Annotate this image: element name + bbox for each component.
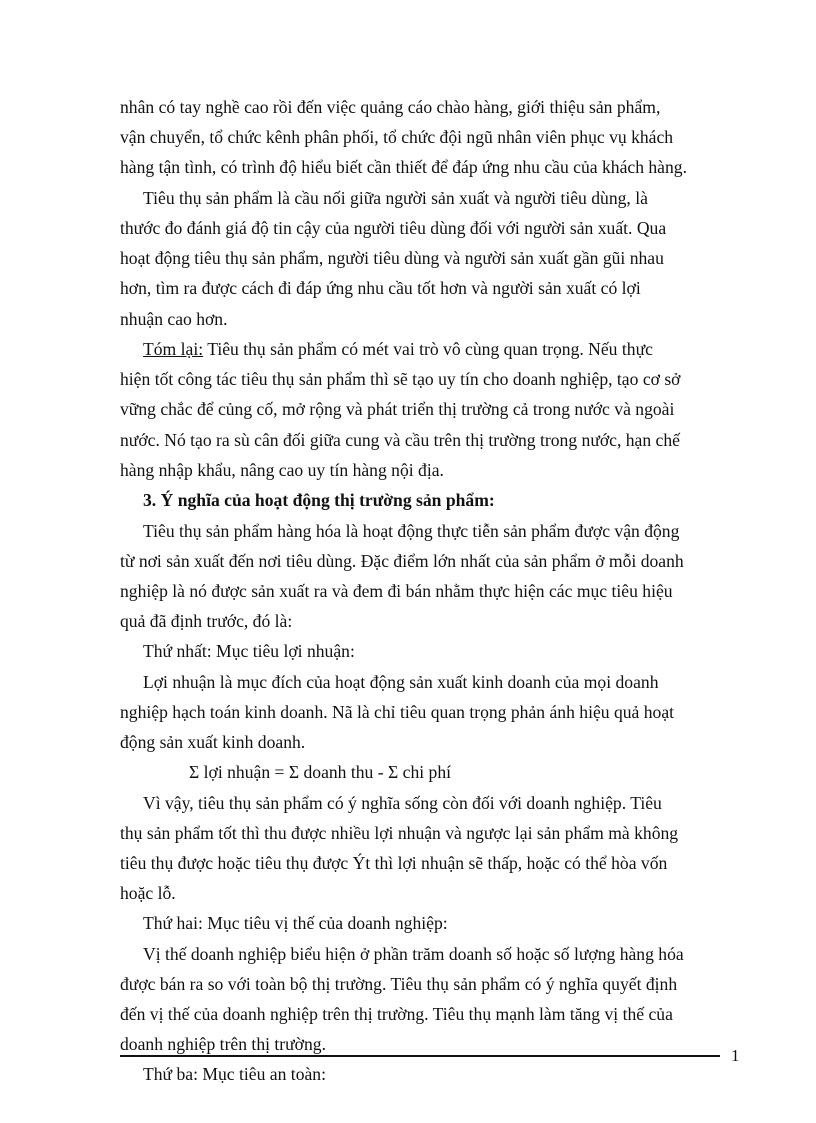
text-line: tiêu thụ được hoặc tiêu thụ được Ýt thì lợi nhuận sẽ thấp, hoặc có thể hòa vốn (120, 853, 668, 874)
section-heading: 3. Ý nghĩa của hoạt động thị trường sản phẩm: (143, 490, 495, 511)
text-line: Thứ ba: Mục tiêu an toàn: (143, 1064, 326, 1085)
section-heading-3 (120, 485, 745, 515)
text-line (120, 334, 745, 364)
text-line: từ nơi sản xuất đến nơi tiêu dùng. Đặc điểm lớn nhất của sản phẩm ở mỗi doanh (120, 550, 684, 571)
text-line: hiện tốt công tác tiêu thụ sản phẩm thì sẽ tạo uy tín cho doanh nghiệp, tạo cơ sở (120, 369, 681, 390)
text-line: hàng tận tình, có trình độ hiểu biết cần thiết để đáp ứng nhu cầu của khách hàng. (120, 157, 687, 178)
text-line: nghiệp hạch toán kinh doanh. Nã là chỉ tiêu quan trọng phản ánh hiệu quả hoạt (120, 701, 675, 722)
text-line: nhuận cao hơn. (120, 308, 228, 329)
text-line: hàng nhập khẩu, nâng cao uy tín hàng nội địa. (120, 459, 444, 480)
paragraph-meaning (120, 516, 745, 788)
text-line: nước. Nó tạo ra sù cân đối giữa cung và cầu trên thị trường trong nước, hạn chế (120, 429, 680, 450)
text-line: Lợi nhuận là mục đích của hoạt động sản xuất kinh doanh của mọi doanh (143, 671, 659, 692)
text-line: Vì vậy, tiêu thụ sản phẩm có ý nghĩa sống còn đối với doanh nghiệp. Tiêu (143, 792, 662, 813)
text-line: hoặc lỗ. (120, 883, 176, 904)
text-line: vận chuyển, tổ chức kênh phân phối, tổ chức đội ngũ nhân viên phục vụ khách (120, 127, 674, 148)
text-line: nghiệp là nó được sản xuất ra và đem đi bán nhằm thực hiện các mục tiêu hiệu (120, 581, 673, 601)
summary-text: Tiêu thụ sản phẩm có mét vai trò vô cùng quan trọng. Nếu thực (203, 339, 653, 359)
page-number: 1 (731, 1046, 740, 1065)
text-line: doanh nghiệp trên thị trường. (120, 1034, 326, 1055)
text-line: nhân có tay nghề cao rồi đến việc quảng cáo chào hàng, giới thiệu sản phẩm, (120, 97, 661, 117)
text-line: quả đã định trước, đó là: (120, 611, 293, 632)
profit-formula: Σ lợi nhuận = Σ doanh thu - Σ chi phí (189, 762, 452, 783)
text-line: động sản xuất kinh doanh. (120, 732, 306, 753)
text-line: hơn, tìm ra được cách đi đáp ứng nhu cầu tốt hơn và người sản xuất có lợi (120, 278, 641, 299)
paragraph-summary (120, 334, 745, 485)
text-line: thước đo đánh giá độ tin cậy của người tiêu dùng đối với người sản xuất. Qua (120, 218, 667, 238)
text-line: Tiêu thụ sản phẩm là cầu nối giữa người sản xuất và người tiêu dùng, là (143, 187, 648, 208)
text-line: Thứ nhất: Mục tiêu lợi nhuận: (143, 641, 355, 662)
text-line: được bán ra so với toàn bộ thị trường. Tiêu thụ sản phẩm có ý nghĩa quyết định (120, 973, 678, 994)
text-line: hoạt động tiêu thụ sản phẩm, người tiêu dùng và người sản xuất gần gũi nhau (120, 248, 664, 269)
paragraph-consumption-bridge (120, 183, 745, 334)
text-line: Tiêu thụ sản phẩm hàng hóa là hoạt động thực tiễn sản phẩm được vận động (143, 520, 680, 541)
text-line: thụ sản phẩm tốt thì thu được nhiều lợi nhuận và ngược lại sản phẩm mà không (120, 822, 679, 843)
text-line: đến vị thế của doanh nghiệp trên thị trường. Tiêu thụ mạnh làm tăng vị thế của (120, 1004, 673, 1025)
text-line: Vị thế doanh nghiệp biểu hiện ở phần trăm doanh số hoặc số lượng hàng hóa (143, 943, 684, 964)
document-body (120, 92, 745, 1090)
paragraph-closing (120, 788, 745, 1090)
text-line: Thứ hai: Mục tiêu vị thế của doanh nghiệp: (143, 913, 448, 934)
text-line: vững chắc để củng cố, mở rộng và phát triển thị trường cả trong nước và ngoài (120, 399, 675, 420)
paragraph-intro-continuation (120, 92, 745, 183)
footer-divider (120, 1055, 720, 1057)
summary-label: Tóm lại: (143, 339, 204, 359)
